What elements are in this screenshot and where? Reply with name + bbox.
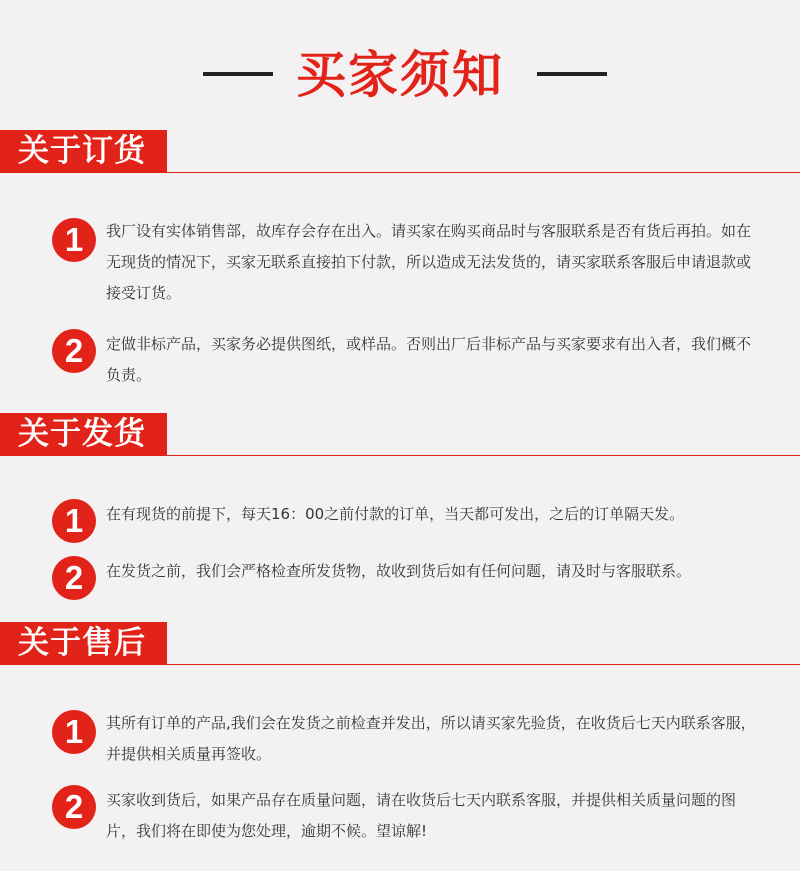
number-badge: 1 bbox=[52, 218, 96, 262]
number-badge: 2 bbox=[52, 556, 96, 600]
item-text: 买家收到货后，如果产品存在质量问题，请在收货后七天内联系客服，并提供相关质量问题的图片，我们将在即使为您处理，逾期不候。望谅解! bbox=[106, 791, 737, 840]
section-header bbox=[0, 622, 800, 666]
number-badge: 2 bbox=[52, 329, 96, 373]
section-after-sales bbox=[0, 622, 800, 666]
item-text: 其所有订单的产品,我们会在发货之前检查并发出，所以请买家先验货，在收货后七天内联系客服，并提供相关质量再签收。 bbox=[106, 714, 756, 763]
section-heading: 关于售后 bbox=[0, 622, 167, 665]
section-header bbox=[0, 413, 800, 457]
item-text: 在有现货的前提下，每天16：00之前付款的订单，当天都可发出，之后的订单隔天发。 bbox=[106, 505, 685, 523]
section-shipping bbox=[0, 413, 800, 457]
number-badge: 1 bbox=[52, 710, 96, 754]
section-header bbox=[0, 130, 800, 174]
title-left-rule bbox=[203, 72, 273, 76]
page-title: 买家须知 bbox=[296, 46, 504, 104]
section-ordering bbox=[0, 130, 800, 174]
number-badge: 1 bbox=[52, 499, 96, 543]
section-heading: 关于订货 bbox=[0, 130, 167, 173]
item-text: 我厂设有实体销售部，故库存会存在出入。请买家在购买商品时与客服联系是否有货后再拍。如在无现货的情况下，买家无联系直接拍下付款，所以造成无法发货的，请买家联系客服后申请退款或接受订货。 bbox=[106, 222, 752, 302]
page-title-row bbox=[0, 40, 800, 110]
item-text: 定做非标产品，买家务必提供图纸，或样品。否则出厂后非标产品与买家要求有出入者，我们概不负责。 bbox=[106, 335, 752, 384]
section-heading: 关于发货 bbox=[0, 413, 167, 456]
number-badge: 2 bbox=[52, 785, 96, 829]
item-text: 在发货之前，我们会严格检查所发货物，故收到货后如有任何问题，请及时与客服联系。 bbox=[106, 562, 692, 580]
title-right-rule bbox=[537, 72, 607, 76]
